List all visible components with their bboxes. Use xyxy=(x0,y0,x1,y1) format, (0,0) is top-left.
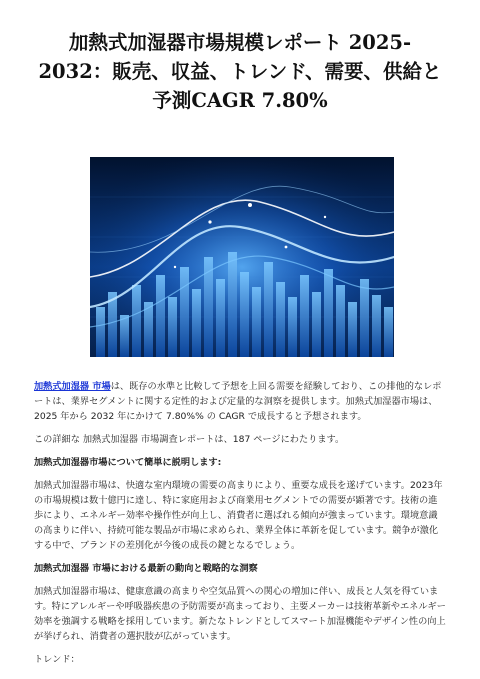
report-title: 加熱式加湿器市場規模レポート 2025-2032：販売、収益、トレンド、需要、供給と予測CAGR 7.80% xyxy=(38,31,442,112)
intro-paragraph xyxy=(34,379,446,424)
section-heading-trends: 加熱式加湿器 市場における最新の動向と戦略的な洞察 xyxy=(34,563,258,574)
trends-label: トレンド： xyxy=(34,654,80,665)
market-link[interactable]: 加熱式加湿器 市場 xyxy=(34,381,111,392)
section-heading-overview: 加熱式加湿器市場について簡単に説明します: xyxy=(34,457,222,468)
pages-note: この詳細な 加熱式加湿器 市場調査レポートは、187 ページにわたります。 xyxy=(34,434,345,445)
section-body-overview: 加熱式加湿器市場は、快適な室内環境の需要の高まりにより、重要な成長を遂げています。2023年の市場規模は数十億円に達し、特に家庭用および商業用セグメントでの需要が顕著です。技術の進歩により、エネルギー効率や操作性が向上し、消費者に選ばれる傾向が強まっています。環境意識の高まりに伴い、持続可能な製品が市場に求められ、業界全体に革新を促しています。競争が激化する中で、ブランドの差別化が今後の成長の鍵となるでしょう。 xyxy=(34,480,443,551)
intro-text: は、既存の水準と比較して予想を上回る需要を経験しており、この排他的なレポートは、業界セグメントに関する定性的および定量的な洞察を提供します。加熱式加湿器市場は、2025 年から 2032 年にかけて 7.80%% の CAGR で成長すると予想されます。 xyxy=(34,381,442,422)
section-body-trends: 加熱式加湿器市場は、健康意識の高まりや空気品質への関心の増加に伴い、成長と人気を得ています。特にアレルギーや呼吸器疾患の予防需要が高まっており、主要メーカーは技術革新やエネルギー効率を強調する戦略を採用しています。新たなトレンドとしてスマート加湿機能やデザイン性の向上が挙げられ、消費者の選択肢が広がっています。 xyxy=(34,586,446,642)
hero-image xyxy=(90,157,394,357)
article-body xyxy=(34,379,446,667)
